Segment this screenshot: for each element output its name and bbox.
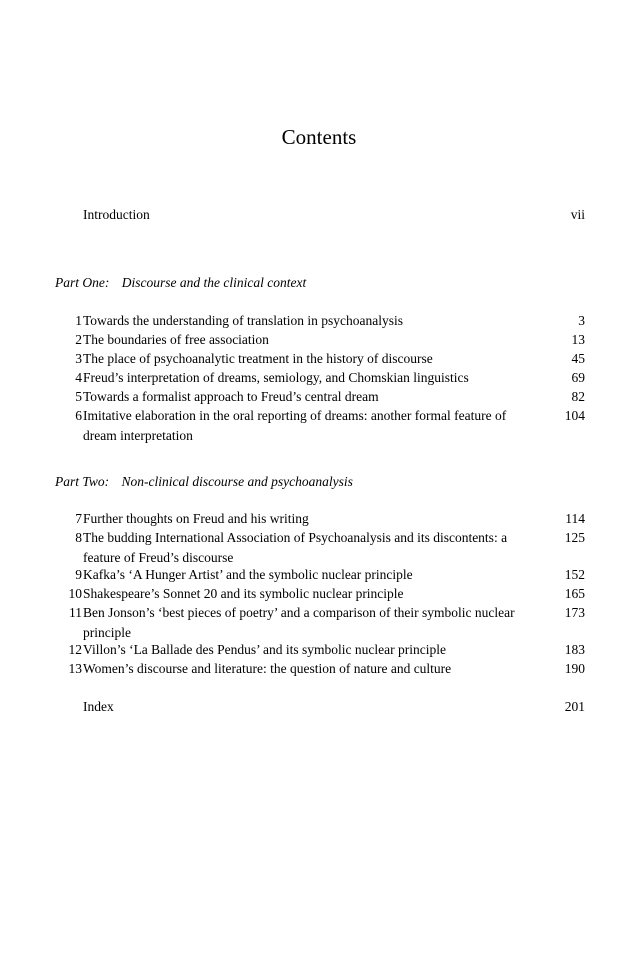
toc-entry-chapter-5[interactable]	[55, 387, 585, 407]
part-label: Part One:	[55, 275, 110, 290]
part-title: Discourse and the clinical context	[121, 275, 307, 290]
toc-entry-title: Index	[83, 699, 114, 714]
chapter-number: 5	[75, 389, 82, 404]
chapter-page: 183	[564, 642, 585, 657]
chapter-page: 152	[564, 567, 585, 582]
chapter-page: 114	[565, 511, 585, 526]
toc-entry-introduction[interactable]	[55, 205, 585, 225]
toc-entry-chapter-6[interactable]	[55, 406, 585, 445]
toc-entry-page: vii	[570, 207, 585, 222]
chapter-page: 173	[564, 605, 585, 620]
chapter-title: The budding International Association of Psychoanalysis and its discontents: a feature of Freud’s discourse	[83, 530, 508, 565]
chapter-number: 6	[75, 408, 82, 423]
chapter-page: 3	[578, 313, 585, 328]
toc-entry-chapter-4[interactable]	[55, 368, 585, 388]
toc-entry-chapter-2[interactable]	[55, 330, 585, 350]
chapter-title: Shakespeare’s Sonnet 20 and its symbolic nuclear principle	[83, 586, 404, 601]
chapter-title: Kafka’s ‘A Hunger Artist’ and the symbolic nuclear principle	[83, 567, 413, 582]
chapter-title: Women’s discourse and literature: the question of nature and culture	[83, 661, 452, 676]
chapter-number: 2	[75, 332, 82, 347]
part-heading-one	[55, 273, 306, 293]
toc-entry-chapter-10[interactable]	[55, 584, 585, 604]
toc-entry-index[interactable]	[55, 697, 585, 717]
chapter-title: Towards a formalist approach to Freud’s central dream	[83, 389, 379, 404]
toc-entry-chapter-11[interactable]	[55, 603, 585, 642]
chapter-number: 12	[68, 642, 82, 657]
chapter-title: Imitative elaboration in the oral reporting of dreams: another formal feature of dream interpretation	[83, 408, 507, 443]
part-title: Non-clinical discourse and psychoanalysis	[121, 474, 353, 489]
chapter-page: 125	[564, 530, 585, 545]
chapter-number: 3	[75, 351, 82, 366]
toc-entry-title: Introduction	[83, 207, 150, 222]
chapter-page: 69	[571, 370, 585, 385]
toc-entry-chapter-7[interactable]	[55, 509, 585, 529]
chapter-title: Villon’s ‘La Ballade des Pendus’ and its symbolic nuclear principle	[83, 642, 446, 657]
chapter-page: 13	[571, 332, 585, 347]
part-heading-two	[55, 472, 353, 492]
chapter-number: 11	[69, 605, 82, 620]
chapter-page: 104	[564, 408, 585, 423]
chapter-number: 1	[75, 313, 82, 328]
chapter-number: 8	[75, 530, 82, 545]
part-label: Part Two:	[55, 474, 110, 489]
chapter-title: The boundaries of free association	[83, 332, 269, 347]
chapter-number: 4	[75, 370, 82, 385]
chapter-title: Further thoughts on Freud and his writing	[83, 511, 309, 526]
page-title: Contents	[281, 125, 357, 149]
chapter-title: Ben Jonson’s ‘best pieces of poetry’ and a comparison of their symbolic nuclear principle	[83, 605, 515, 640]
toc-entry-chapter-12[interactable]	[55, 640, 585, 660]
chapter-number: 7	[75, 511, 82, 526]
chapter-page: 165	[564, 586, 585, 601]
chapter-number: 13	[68, 661, 82, 676]
toc-entry-chapter-3[interactable]	[55, 349, 585, 369]
chapter-page: 190	[564, 661, 585, 676]
toc-entry-page: 201	[564, 699, 585, 714]
toc-entry-chapter-1[interactable]	[55, 311, 585, 331]
toc-entry-chapter-13[interactable]	[55, 659, 585, 679]
chapter-number: 9	[75, 567, 82, 582]
toc-entry-chapter-8[interactable]	[55, 528, 585, 567]
chapter-title: Towards the understanding of translation in psychoanalysis	[83, 313, 403, 328]
chapter-page: 45	[571, 351, 585, 366]
chapter-title: The place of psychoanalytic treatment in the history of discourse	[83, 351, 433, 366]
toc-entry-chapter-9[interactable]	[55, 565, 585, 585]
chapter-page: 82	[571, 389, 585, 404]
chapter-title: Freud’s interpretation of dreams, semiology, and Chomskian linguistics	[83, 370, 469, 385]
chapter-number: 10	[68, 586, 82, 601]
